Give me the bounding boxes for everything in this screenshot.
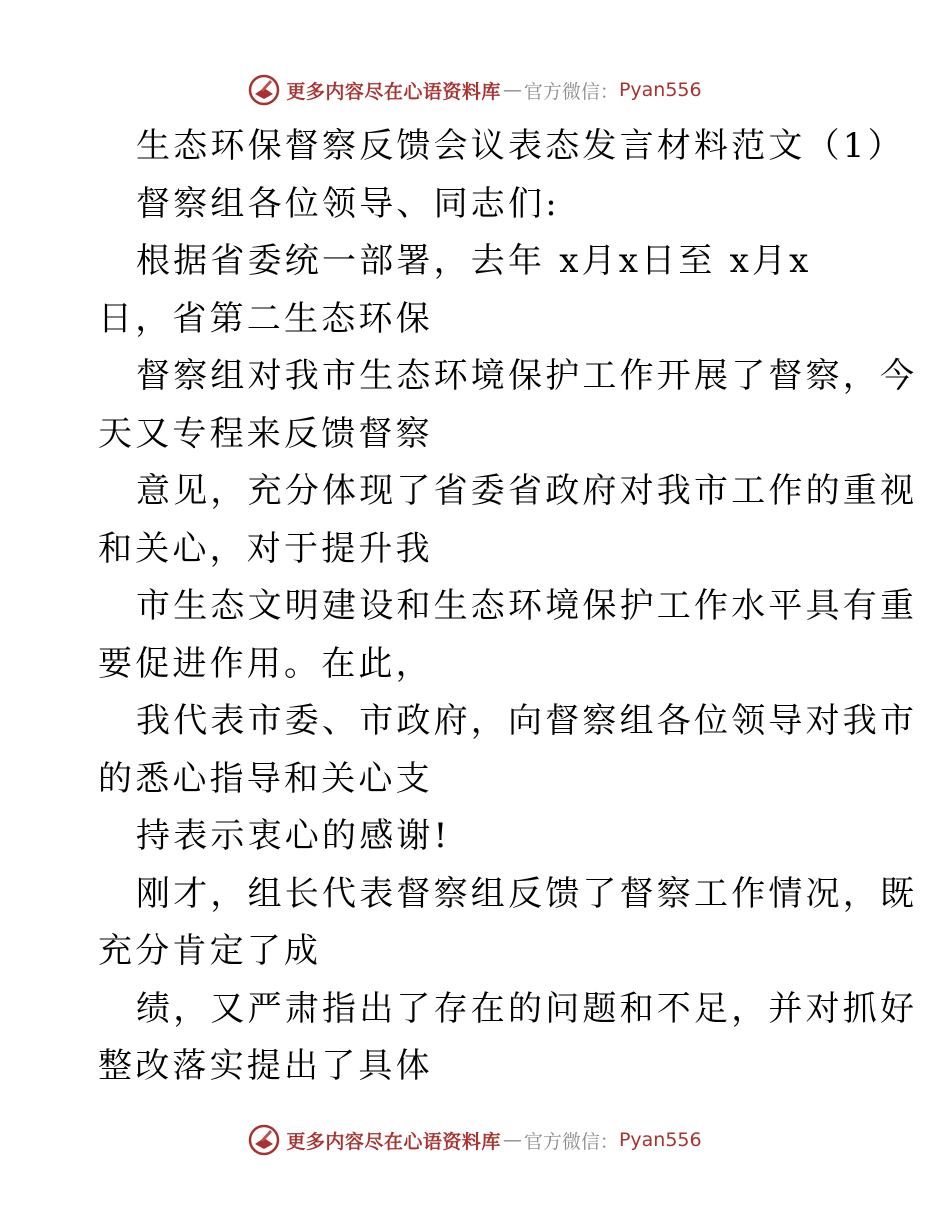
- banner-brand-text: 更多内容尽在心语资料库: [286, 1130, 501, 1153]
- text-line: 持表示衷心的感谢!: [136, 816, 451, 856]
- text-line: 的悉心指导和关心支: [98, 758, 433, 799]
- salutation-line: 督察组各位领导、同志们:: [136, 183, 560, 224]
- text-line: 天又专程来反馈督察: [98, 413, 433, 454]
- text-line: 充分肯定了成: [98, 931, 322, 971]
- text-line: 督察组对我市生态环境保护工作开展了督察，今: [136, 356, 918, 396]
- footer-banner: [0, 1120, 950, 1160]
- text-line: 绩，又严肃指出了存在的问题和不足，并对抓好: [136, 988, 918, 1029]
- book-pen-logo-icon: [248, 1124, 280, 1156]
- banner-wechat-id: Pyan556: [618, 1129, 702, 1151]
- banner-wechat-label: 官方微信：: [523, 80, 619, 103]
- text-line: 市生态文明建设和生态环境保护工作水平具有重: [136, 586, 918, 626]
- text-line: 我代表市委、市政府，向督察组各位领导对我市: [136, 701, 918, 741]
- text-line: 根据省委统一部署，去年 x月x日至 x月x: [136, 241, 812, 281]
- document-title: 生态环保督察反馈会议表态发言材料范文（1）: [136, 126, 905, 166]
- text-line: 和关心，对于提升我: [98, 528, 433, 569]
- banner-dash: —: [502, 79, 522, 101]
- banner-wechat-label: 官方微信：: [523, 1130, 619, 1153]
- document-body: [98, 118, 918, 1096]
- text-line: 刚才，组长代表督察组反馈了督察工作情况，既: [136, 873, 918, 914]
- text-line: 日，省第二生态环保: [98, 298, 433, 339]
- banner-brand-text: 更多内容尽在心语资料库: [286, 80, 501, 103]
- text-line: 意见，充分体现了省委省政府对我市工作的重视: [136, 471, 918, 511]
- text-line: 整改落实提出了具体: [98, 1046, 433, 1086]
- header-banner: [0, 70, 950, 110]
- book-pen-logo-icon: [248, 74, 280, 106]
- banner-wechat-id: Pyan556: [618, 79, 702, 101]
- banner-dash: —: [502, 1129, 522, 1151]
- text-line: 要促进作用。在此，: [98, 643, 433, 684]
